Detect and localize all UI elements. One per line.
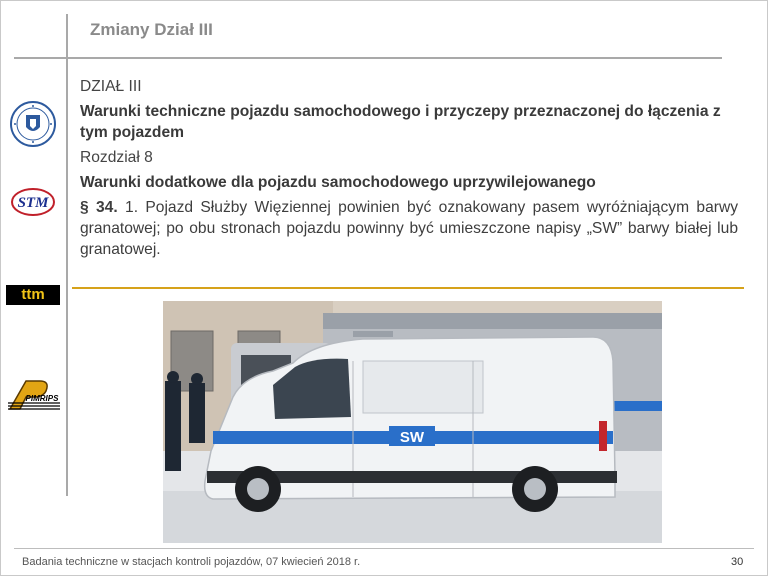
slide-title: Zmiany Dział III [90,20,213,39]
svg-text:PIMRIPS: PIMRIPS [25,394,59,403]
section-title: Warunki techniczne pojazdu samochodowego i przyczepy przeznaczonej do łączenia z tym pojazdem [80,103,721,141]
paragraph-text: 1. Pojazd Służby Więziennej powinien być oznakowany pasem wyróżniającym barwy granatowej; po obu stronach pojazdu powinny być umieszczone napisy „SW” barwy białej lub granatowej. [80,199,739,258]
svg-text:SW: SW [399,429,425,446]
ttm-logo-text: ttm [21,286,45,303]
prison-service-van-photo [163,301,662,543]
chapter-heading: Rozdział 8 [80,149,153,166]
slide-content [80,76,738,264]
ttm-logo [6,285,60,305]
pimrips-logo [6,377,62,413]
institute-seal-logo [9,100,57,148]
svg-text:STM: STM [17,195,49,211]
accent-divider [72,287,744,289]
paragraph-number: § 34. [80,199,118,216]
regulation-paragraph [80,197,738,260]
footer-divider [14,548,754,549]
title-divider [14,57,722,59]
page-number: 30 [731,556,744,568]
section-heading: DZIAŁ III [80,78,142,95]
stm-logo [10,185,56,219]
footer-text: Badania techniczne w stacjach kontroli pojazdów, 07 kwiecień 2018 r. [22,556,361,568]
chapter-title: Warunki dodatkowe dla pojazdu samochodowego uprzywilejowanego [80,174,596,191]
vertical-divider [66,14,68,496]
